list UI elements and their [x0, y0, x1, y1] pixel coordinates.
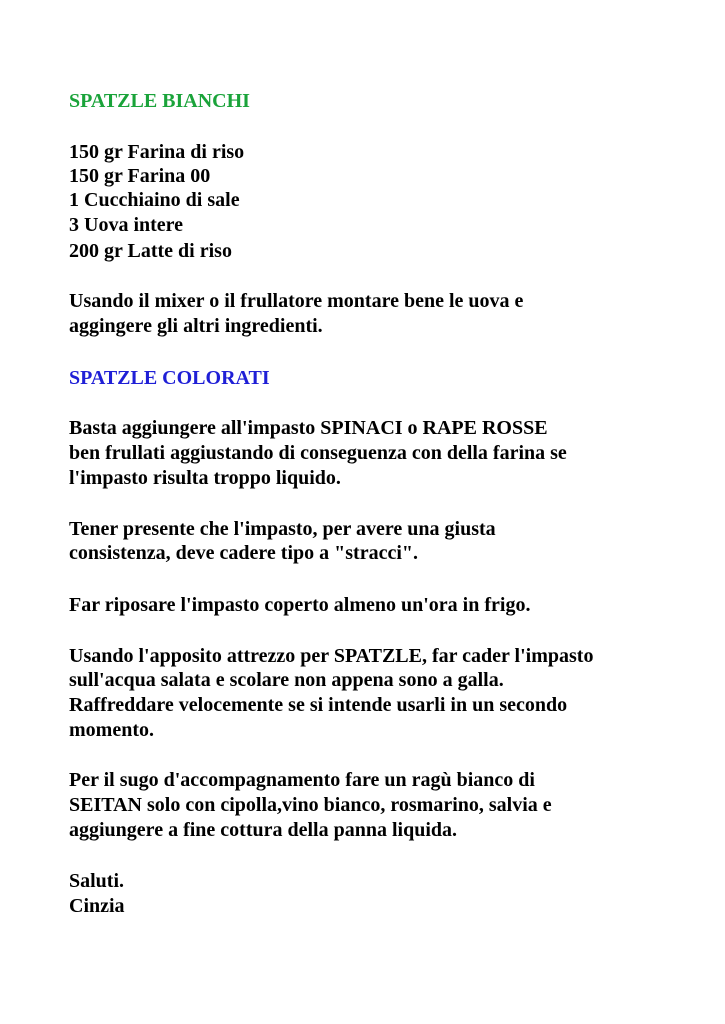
- closing-signature: Cinzia: [69, 895, 125, 917]
- ingredient-line: 150 gr Farina 00: [69, 165, 211, 187]
- paragraph-line: l'impasto risulta troppo liquido.: [69, 467, 341, 489]
- paragraph-line: Basta aggiungere all'impasto SPINACI o RAPE ROSSE: [69, 417, 548, 439]
- ingredient-line: 200 gr Latte di riso: [69, 240, 232, 262]
- section-title-spatzle-colorati: SPATZLE COLORATI: [69, 367, 270, 389]
- paragraph-line: momento.: [69, 719, 154, 741]
- paragraph-line: ben frullati aggiustando di conseguenza con della farina se: [69, 442, 567, 464]
- paragraph-line: sull'acqua salata e scolare non appena sono a galla.: [69, 669, 504, 691]
- paragraph-line: Usando l'apposito attrezzo per SPATZLE, far cader l'impasto: [69, 645, 594, 667]
- paragraph-line: consistenza, deve cadere tipo a "stracci".: [69, 542, 418, 564]
- paragraph-line: Raffreddare velocemente se si intende usarli in un secondo: [69, 694, 568, 716]
- paragraph-line: Tener presente che l'impasto, per avere una giusta: [69, 518, 496, 540]
- paragraph-line: Far riposare l'impasto coperto almeno un'ora in frigo.: [69, 594, 531, 616]
- paragraph-line: aggiungere a fine cottura della panna liquida.: [69, 819, 458, 841]
- paragraph-line: SEITAN solo con cipolla,vino bianco, rosmarino, salvia e: [69, 794, 552, 816]
- section-title-spatzle-bianchi: SPATZLE BIANCHI: [69, 90, 250, 112]
- instruction-line: aggingere gli altri ingredienti.: [69, 315, 323, 337]
- closing-greeting: Saluti.: [69, 870, 125, 892]
- ingredient-line: 3 Uova intere: [69, 214, 184, 236]
- paragraph-line: Per il sugo d'accompagnamento fare un ragù bianco di: [69, 769, 535, 791]
- instruction-line: Usando il mixer o il frullatore montare bene le uova e: [69, 290, 524, 312]
- ingredient-line: 1 Cucchiaino di sale: [69, 189, 240, 211]
- ingredient-line: 150 gr Farina di riso: [69, 141, 245, 163]
